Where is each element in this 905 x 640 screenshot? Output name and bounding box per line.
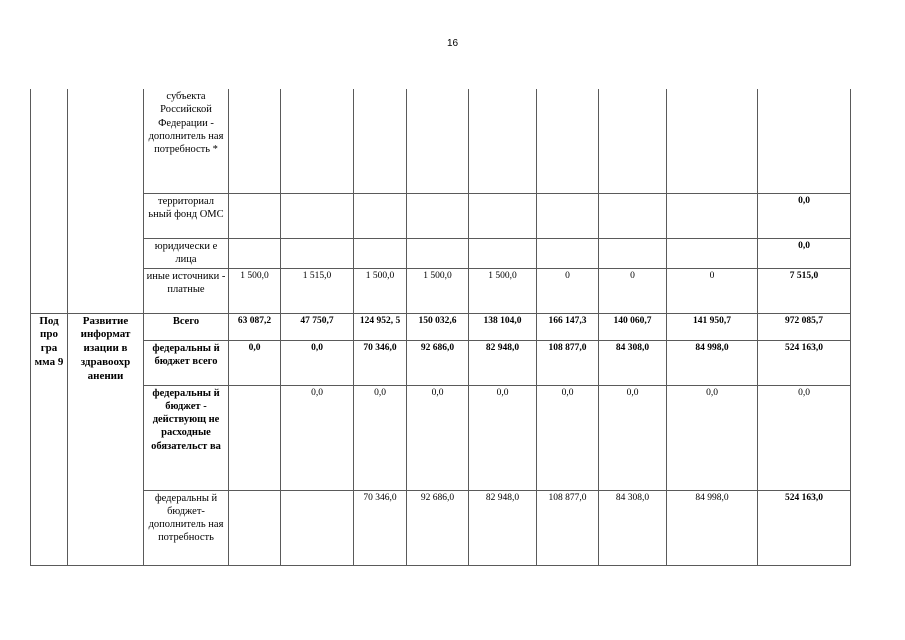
value-cell-2024: 108 877,0 bbox=[537, 490, 599, 565]
value-cell-2020 bbox=[281, 490, 354, 565]
subprogram-name: Развитие информат изации в здравоохр анении bbox=[68, 313, 144, 565]
value-cell-2022 bbox=[407, 193, 469, 238]
program-name-cell-empty bbox=[68, 89, 144, 313]
value-cell-2021: 1 500,0 bbox=[354, 268, 407, 313]
value-cell-2023 bbox=[469, 89, 537, 193]
value-cell-2024: 166 147,3 bbox=[537, 313, 599, 340]
value-cell-2023: 138 104,0 bbox=[469, 313, 537, 340]
value-cell-2025 bbox=[599, 89, 667, 193]
value-cell-2024 bbox=[537, 238, 599, 268]
funding-source-cell: субъекта Российской Федерации - дополнитель ная потребность * bbox=[144, 89, 229, 193]
value-cell-2022 bbox=[407, 238, 469, 268]
funding-source-cell: федеральны й бюджет- дополнитель ная потребность bbox=[144, 490, 229, 565]
value-cell-2019 bbox=[229, 89, 281, 193]
table-row bbox=[31, 89, 851, 193]
value-cell-2025: 84 308,0 bbox=[599, 490, 667, 565]
value-cell-2020: 0,0 bbox=[281, 340, 354, 385]
funding-source-cell: территориал ьный фонд ОМС bbox=[144, 193, 229, 238]
funding-source-cell: Всего bbox=[144, 313, 229, 340]
value-cell-2020 bbox=[281, 89, 354, 193]
value-cell-2021 bbox=[354, 238, 407, 268]
value-cell-2026 bbox=[667, 238, 758, 268]
value-cell-2024 bbox=[537, 193, 599, 238]
value-cell-2019: 1 500,0 bbox=[229, 268, 281, 313]
value-cell-2023: 0,0 bbox=[469, 385, 537, 490]
value-cell-2022: 150 032,6 bbox=[407, 313, 469, 340]
value-cell-2019 bbox=[229, 490, 281, 565]
value-cell-2026 bbox=[667, 89, 758, 193]
table-row bbox=[31, 340, 851, 385]
value-cell-2019: 0,0 bbox=[229, 340, 281, 385]
value-cell-2020: 0,0 bbox=[281, 385, 354, 490]
value-cell-2026: 0,0 bbox=[667, 385, 758, 490]
value-cell-2025 bbox=[599, 238, 667, 268]
value-cell-2020: 1 515,0 bbox=[281, 268, 354, 313]
value-cell-2024 bbox=[537, 89, 599, 193]
value-cell-2019 bbox=[229, 238, 281, 268]
value-cell-2019: 63 087,2 bbox=[229, 313, 281, 340]
value-cell-2025: 140 060,7 bbox=[599, 313, 667, 340]
value-cell-2021: 0,0 bbox=[354, 385, 407, 490]
value-cell-2024: 0,0 bbox=[537, 385, 599, 490]
value-cell-2026: 84 998,0 bbox=[667, 340, 758, 385]
value-cell-2022: 92 686,0 bbox=[407, 340, 469, 385]
program-label-cell-empty bbox=[31, 89, 68, 313]
value-cell-2021: 124 952, 5 bbox=[354, 313, 407, 340]
value-cell-total: 524 163,0 bbox=[758, 490, 851, 565]
value-cell-2022: 92 686,0 bbox=[407, 490, 469, 565]
budget-table bbox=[30, 89, 851, 566]
value-cell-total: 972 085,7 bbox=[758, 313, 851, 340]
value-cell-2019 bbox=[229, 385, 281, 490]
funding-source-cell: федеральны й бюджет всего bbox=[144, 340, 229, 385]
table-row bbox=[31, 385, 851, 490]
value-cell-2025 bbox=[599, 193, 667, 238]
value-cell-2025: 0 bbox=[599, 268, 667, 313]
value-cell-2023 bbox=[469, 193, 537, 238]
value-cell-total bbox=[758, 89, 851, 193]
table-row bbox=[31, 193, 851, 238]
funding-source-cell: федеральны й бюджет - действующ не расходные обязательст ва bbox=[144, 385, 229, 490]
table-row bbox=[31, 313, 851, 340]
funding-source-cell: иные источники - платные bbox=[144, 268, 229, 313]
value-cell-total: 0,0 bbox=[758, 238, 851, 268]
value-cell-2023 bbox=[469, 238, 537, 268]
funding-source-cell: юридически е лица bbox=[144, 238, 229, 268]
value-cell-2025: 84 308,0 bbox=[599, 340, 667, 385]
value-cell-2026: 141 950,7 bbox=[667, 313, 758, 340]
value-cell-2021 bbox=[354, 89, 407, 193]
value-cell-2019 bbox=[229, 193, 281, 238]
value-cell-2022 bbox=[407, 89, 469, 193]
value-cell-2026: 0 bbox=[667, 268, 758, 313]
value-cell-2021: 70 346,0 bbox=[354, 340, 407, 385]
value-cell-2024: 0 bbox=[537, 268, 599, 313]
value-cell-2025: 0,0 bbox=[599, 385, 667, 490]
page-number: 16 bbox=[446, 38, 459, 49]
value-cell-2020: 47 750,7 bbox=[281, 313, 354, 340]
value-cell-2021 bbox=[354, 193, 407, 238]
value-cell-2024: 108 877,0 bbox=[537, 340, 599, 385]
value-cell-total: 7 515,0 bbox=[758, 268, 851, 313]
value-cell-2023: 82 948,0 bbox=[469, 340, 537, 385]
value-cell-2026 bbox=[667, 193, 758, 238]
value-cell-total: 524 163,0 bbox=[758, 340, 851, 385]
value-cell-2022: 0,0 bbox=[407, 385, 469, 490]
value-cell-2023: 82 948,0 bbox=[469, 490, 537, 565]
table-row bbox=[31, 268, 851, 313]
table-row bbox=[31, 238, 851, 268]
value-cell-total: 0,0 bbox=[758, 385, 851, 490]
value-cell-total: 0,0 bbox=[758, 193, 851, 238]
value-cell-2021: 70 346,0 bbox=[354, 490, 407, 565]
value-cell-2022: 1 500,0 bbox=[407, 268, 469, 313]
table-row bbox=[31, 490, 851, 565]
subprogram-label: Под про гра мма 9 bbox=[31, 313, 68, 565]
value-cell-2023: 1 500,0 bbox=[469, 268, 537, 313]
value-cell-2020 bbox=[281, 193, 354, 238]
value-cell-2026: 84 998,0 bbox=[667, 490, 758, 565]
value-cell-2020 bbox=[281, 238, 354, 268]
